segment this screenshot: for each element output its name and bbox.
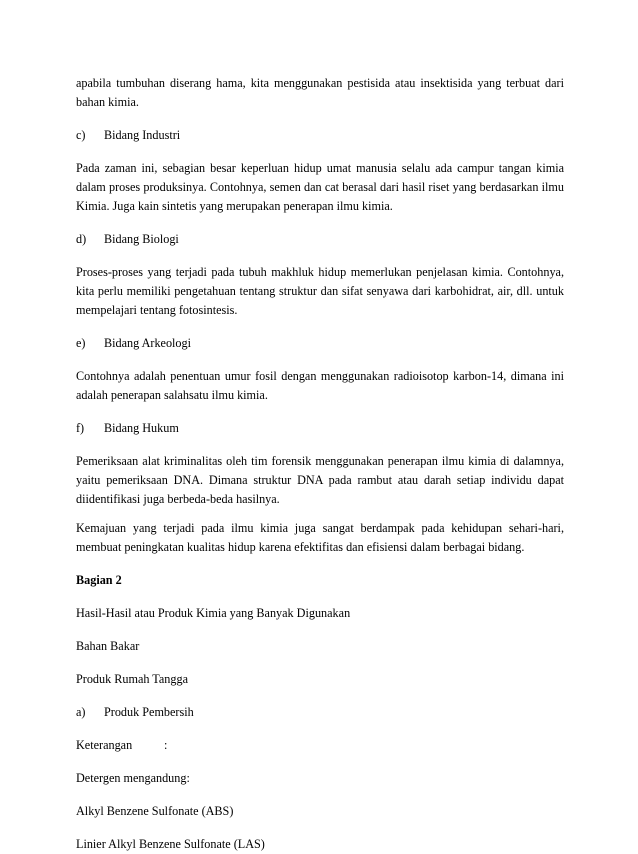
heading-text: Produk Pembersih — [104, 705, 194, 719]
heading-d — [76, 230, 564, 249]
paragraph-biologi: Proses-proses yang terjadi pada tubuh makhluk hidup memerlukan penjelasan kimia. Contohnya, kita perlu memiliki pengetahuan tentang struktur dan sifat senyawa dari karbohidrat, air, dll. untuk mempelajari tentang fotosintesis. — [76, 265, 564, 317]
paragraph-industri: Pada zaman ini, sebagian besar keperluan hidup umat manusia selalu ada campur tangan kimia dalam proses produksinya. Contohnya, semen dan cat berasal dari hasil riset yang berdasarkan ilmu Kimia. Juga kain sintetis yang merupakan penerapan ilmu kimia. — [76, 161, 564, 213]
heading-f — [76, 419, 564, 438]
paragraph-intro: apabila tumbuhan diserang hama, kita menggunakan pestisida atau insektisida yang terbuat dari bahan kimia. — [76, 76, 564, 109]
list-marker: c) — [76, 128, 86, 142]
heading-text: Bidang Hukum — [104, 421, 179, 435]
paragraph-las: Linier Alkyl Benzene Sulfonate (LAS) — [76, 837, 265, 851]
list-marker: a) — [76, 705, 86, 719]
heading-text: Bidang Arkeologi — [104, 336, 191, 350]
keterangan-colon: : — [164, 738, 168, 752]
keterangan-label: Keterangan — [76, 738, 133, 752]
heading-e — [76, 334, 564, 353]
paragraph-bahan-bakar: Bahan Bakar — [76, 639, 140, 653]
document-page — [76, 74, 564, 854]
paragraph-abs: Alkyl Benzene Sulfonate (ABS) — [76, 804, 234, 818]
paragraph-keterangan — [76, 736, 564, 755]
paragraph-produk-rumah-tangga: Produk Rumah Tangga — [76, 672, 188, 686]
list-marker: d) — [76, 232, 87, 246]
paragraph-conclusion: Kemajuan yang terjadi pada ilmu kimia juga sangat berdampak pada kehidupan sehari-hari, membuat peningkatan kualitas hidup karena efektifitas dan efisiensi dalam berbagai bidang. — [76, 521, 564, 554]
section-title: Bagian 2 — [76, 573, 122, 587]
heading-c — [76, 126, 564, 145]
heading-text: Bidang Industri — [104, 128, 181, 142]
paragraph-detergen: Detergen mengandung: — [76, 771, 190, 785]
heading-a — [76, 703, 564, 722]
heading-text: Bidang Biologi — [104, 232, 179, 246]
paragraph-hukum: Pemeriksaan alat kriminalitas oleh tim forensik menggunakan penerapan ilmu kimia di dalamnya, yaitu pemeriksaan DNA. Dimana struktur DNA pada rambut atau darah setiap individu dapat diidentifikasi juga berbeda-beda hasilnya. — [76, 454, 564, 506]
paragraph-hasil: Hasil-Hasil atau Produk Kimia yang Banyak Digunakan — [76, 606, 351, 620]
paragraph-arkeologi: Contohnya adalah penentuan umur fosil dengan menggunakan radioisotop karbon-14, dimana ini adalah penerapan salahsatu ilmu kimia. — [76, 369, 564, 402]
list-marker: e) — [76, 336, 86, 350]
list-marker: f) — [76, 421, 85, 435]
